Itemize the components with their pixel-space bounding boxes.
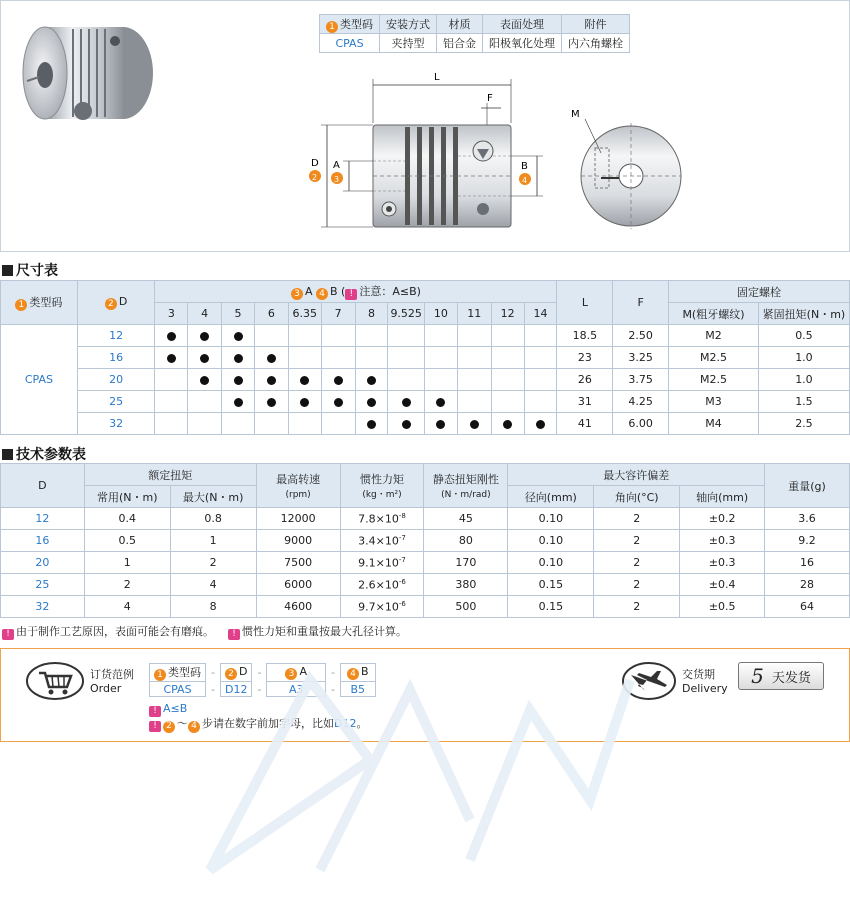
bore-cell: [155, 325, 188, 347]
bore-cell: [491, 347, 524, 369]
dim-D-value: 32: [77, 413, 155, 435]
spec-header-deviation: 最大容许偏差: [508, 464, 765, 486]
available-dot-icon: [436, 420, 445, 429]
bore-cell: [155, 391, 188, 413]
bore-size: 12: [491, 303, 524, 325]
bore-cell: [524, 347, 557, 369]
dim-header-AB: 3 A 4 B ( ! 注意：A≤B): [155, 281, 557, 303]
spec-max-value: 1: [170, 530, 256, 552]
spec-speed-value: 4600: [256, 596, 340, 618]
bore-cell: [491, 413, 524, 435]
available-dot-icon: [200, 332, 209, 341]
bore-cell: [524, 413, 557, 435]
spec-normal-value: 0.5: [84, 530, 170, 552]
note-inertia: 惯性力矩和重量按最大孔径计算。: [242, 625, 407, 638]
dim-M-value: M2: [669, 325, 759, 347]
spec-header-D: D: [1, 464, 85, 508]
dim-L-value: 23: [557, 347, 613, 369]
label-L: L: [434, 72, 440, 83]
bore-cell: [288, 347, 321, 369]
spec-max-value: 0.8: [170, 508, 256, 530]
spec-axial-value: ±0.4: [680, 574, 765, 596]
bore-cell: [355, 413, 388, 435]
order-value-D: D12: [220, 682, 251, 697]
dim-header-torque: 紧固扭矩(N・m): [758, 303, 849, 325]
order-label-cn: 订货范例: [90, 668, 134, 681]
technical-drawing: [301, 63, 701, 251]
available-dot-icon: [367, 376, 376, 385]
warning-icon: !: [345, 289, 357, 300]
table-row: [1, 413, 850, 435]
label-F: F: [487, 93, 493, 104]
type-header-mount: 安装方式: [380, 15, 437, 34]
bore-cell: [321, 391, 355, 413]
bore-cell: [288, 413, 321, 435]
bore-cell: [524, 369, 557, 391]
available-dot-icon: [503, 420, 512, 429]
airplane-icon: [621, 661, 677, 701]
spec-angular-value: 2: [594, 552, 680, 574]
spec-header-inertia: 惯性力矩 (kg・m²): [340, 464, 424, 508]
bore-cell: [457, 369, 491, 391]
available-dot-icon: [367, 420, 376, 429]
order-label-en: Order: [90, 682, 122, 695]
available-dot-icon: [436, 398, 445, 407]
dim-header-type: 1 类型码: [1, 281, 78, 325]
product-overview-panel: [0, 0, 850, 252]
num-A: 3: [334, 175, 340, 184]
available-dot-icon: [200, 354, 209, 363]
spec-weight-value: 64: [765, 596, 850, 618]
spec-header-rated: 额定扭矩: [84, 464, 256, 486]
spec-radial-value: 0.10: [508, 508, 594, 530]
spec-axial-value: ±0.3: [680, 530, 765, 552]
available-dot-icon: [402, 420, 411, 429]
bore-cell: [288, 325, 321, 347]
spec-normal-value: 4: [84, 596, 170, 618]
delivery-label-cn: 交货期: [682, 668, 715, 681]
bore-cell: [222, 369, 255, 391]
spec-inertia-value: $2.6\times 10^{-6}$: [340, 574, 424, 596]
table-row: [1, 508, 850, 530]
bore-cell: [288, 391, 321, 413]
available-dot-icon: [234, 376, 243, 385]
dim-F-value: 3.25: [613, 347, 669, 369]
spec-speed-value: 6000: [256, 574, 340, 596]
spec-header-weight: 重量(g): [765, 464, 850, 508]
bore-cell: [424, 413, 457, 435]
spec-angular-value: 2: [594, 508, 680, 530]
spec-table: [0, 463, 850, 618]
dim-header-L: L: [557, 281, 613, 325]
dim-D-value: 12: [77, 325, 155, 347]
order-note-2: ! 2 ～ 4 步请在数字前加字母，比如D12。: [149, 716, 367, 733]
bore-cell: [524, 391, 557, 413]
table-row: [1, 530, 850, 552]
bore-cell: [188, 413, 222, 435]
table-row: [1, 596, 850, 618]
available-dot-icon: [402, 398, 411, 407]
bore-cell: [355, 325, 388, 347]
spec-stiff-value: 45: [424, 508, 508, 530]
dim-T-value: 1.0: [758, 347, 849, 369]
bore-cell: [457, 413, 491, 435]
order-note-1: ! A≤B: [149, 701, 187, 717]
dim-T-value: 1.5: [758, 391, 849, 413]
spec-speed-value: 7500: [256, 552, 340, 574]
bore-cell: [388, 325, 425, 347]
dim-D-value: 25: [77, 391, 155, 413]
warning-icon: !: [2, 629, 14, 640]
table-row: [1, 325, 850, 347]
spec-angular-value: 2: [594, 574, 680, 596]
bore-cell: [321, 369, 355, 391]
shopping-cart-icon: [25, 661, 85, 701]
spec-stiff-value: 170: [424, 552, 508, 574]
available-dot-icon: [267, 398, 276, 407]
spec-section-title: 技术参数表: [2, 444, 86, 464]
spec-axial-value: ±0.2: [680, 508, 765, 530]
spec-normal-value: 0.4: [84, 508, 170, 530]
bore-size: 7: [321, 303, 355, 325]
dim-header-bolt: 固定螺栓: [669, 281, 850, 303]
bore-size: 6.35: [288, 303, 321, 325]
bore-size: 14: [524, 303, 557, 325]
bore-cell: [222, 413, 255, 435]
label-M: M: [571, 109, 580, 120]
order-value-B: B5: [340, 682, 375, 697]
bore-cell: [424, 369, 457, 391]
bore-cell: [222, 325, 255, 347]
order-header-B: 4 B: [340, 664, 375, 682]
bore-cell: [388, 413, 425, 435]
spec-angular-value: 2: [594, 596, 680, 618]
order-example-table: 1 类型码 - 2 D - 3 A - 4 B CPAS - D12 - A3 - B5: [149, 663, 376, 697]
bore-size: 3: [155, 303, 188, 325]
spec-D-value: 12: [1, 508, 85, 530]
available-dot-icon: [267, 354, 276, 363]
spec-radial-value: 0.15: [508, 596, 594, 618]
dim-F-value: 6.00: [613, 413, 669, 435]
type-value-material: 铝合金: [437, 34, 483, 53]
order-value-A: A3: [267, 682, 326, 697]
available-dot-icon: [536, 420, 545, 429]
dim-type-code: CPAS: [1, 325, 78, 435]
bore-cell: [188, 347, 222, 369]
bore-cell: [424, 347, 457, 369]
warning-icon: !: [149, 706, 161, 717]
available-dot-icon: [234, 354, 243, 363]
bore-cell: [457, 347, 491, 369]
bore-cell: [355, 369, 388, 391]
spec-stiff-value: 380: [424, 574, 508, 596]
spec-radial-value: 0.10: [508, 552, 594, 574]
table-row: [1, 552, 850, 574]
dim-header-M: M(粗牙螺纹): [669, 303, 759, 325]
available-dot-icon: [334, 398, 343, 407]
bore-cell: [491, 325, 524, 347]
bore-cell: [457, 391, 491, 413]
bore-cell: [155, 347, 188, 369]
table-row: [1, 369, 850, 391]
num-B: 4: [522, 176, 528, 185]
bore-cell: [388, 369, 425, 391]
order-value-type: CPAS: [150, 682, 206, 697]
label-B: B: [521, 161, 528, 172]
spec-weight-value: 16: [765, 552, 850, 574]
num-D: 2: [312, 173, 318, 182]
delivery-label-en: Delivery: [682, 682, 728, 695]
available-dot-icon: [300, 376, 309, 385]
dim-M-value: M3: [669, 391, 759, 413]
bore-cell: [388, 391, 425, 413]
type-value-mount: 夹持型: [380, 34, 437, 53]
dim-L-value: 18.5: [557, 325, 613, 347]
bore-cell: [222, 347, 255, 369]
available-dot-icon: [267, 376, 276, 385]
type-value-code: CPAS: [320, 34, 380, 53]
dim-header-D: 2 D: [77, 281, 155, 325]
spec-axial-value: ±0.5: [680, 596, 765, 618]
note-surface: 由于制作工艺原因，表面可能会有磨痕。: [16, 625, 214, 638]
dim-section-title: 尺寸表: [2, 260, 58, 280]
bore-cell: [491, 391, 524, 413]
bore-cell: [254, 413, 288, 435]
bore-cell: [321, 347, 355, 369]
bore-size: 10: [424, 303, 457, 325]
spec-header-angular: 角向(°C): [594, 486, 680, 508]
bore-cell: [254, 347, 288, 369]
delivery-days-badge: 5 天发货: [738, 662, 824, 690]
bore-cell: [254, 391, 288, 413]
bore-cell: [424, 325, 457, 347]
spec-D-value: 32: [1, 596, 85, 618]
bore-cell: [457, 325, 491, 347]
bore-size: 4: [188, 303, 222, 325]
available-dot-icon: [200, 376, 209, 385]
available-dot-icon: [334, 376, 343, 385]
order-header-type: 1 类型码: [150, 664, 206, 682]
spec-speed-value: 9000: [256, 530, 340, 552]
bore-cell: [188, 391, 222, 413]
dim-F-value: 3.75: [613, 369, 669, 391]
bore-size: 6: [254, 303, 288, 325]
dim-L-value: 26: [557, 369, 613, 391]
label-A: A: [333, 160, 340, 171]
warning-icon: !: [228, 629, 240, 640]
spec-header-stiffness: 静态扭矩刚性 (N・m/rad): [424, 464, 508, 508]
bore-size: 9.525: [388, 303, 425, 325]
dim-F-value: 4.25: [613, 391, 669, 413]
available-dot-icon: [234, 332, 243, 341]
dimension-table: [0, 280, 850, 435]
table-row: [1, 574, 850, 596]
notes-line: [2, 623, 407, 640]
spec-stiff-value: 80: [424, 530, 508, 552]
available-dot-icon: [167, 354, 176, 363]
table-row: [1, 347, 850, 369]
bore-size: 11: [457, 303, 491, 325]
spec-header-axial: 轴向(mm): [680, 486, 765, 508]
spec-header-max: 最大(N・m): [170, 486, 256, 508]
bore-cell: [288, 369, 321, 391]
spec-header-speed: 最高转速 (rpm): [256, 464, 340, 508]
type-header-accessory: 附件: [562, 15, 630, 34]
bore-cell: [155, 413, 188, 435]
spec-normal-value: 2: [84, 574, 170, 596]
type-header-code: 1 类型码: [320, 15, 380, 34]
order-header-D: 2 D: [220, 664, 251, 682]
dim-F-value: 2.50: [613, 325, 669, 347]
available-dot-icon: [300, 398, 309, 407]
bore-cell: [254, 369, 288, 391]
dim-T-value: 2.5: [758, 413, 849, 435]
type-value-accessory: 内六角螺栓: [562, 34, 630, 53]
type-header-surface: 表面处理: [483, 15, 562, 34]
bore-cell: [355, 347, 388, 369]
dim-D-value: 20: [77, 369, 155, 391]
spec-D-value: 16: [1, 530, 85, 552]
warning-icon: !: [149, 721, 161, 732]
bore-cell: [491, 369, 524, 391]
bore-cell: [524, 325, 557, 347]
spec-angular-value: 2: [594, 530, 680, 552]
bore-cell: [424, 391, 457, 413]
num-badge-1: 1: [326, 21, 338, 33]
dim-L-value: 41: [557, 413, 613, 435]
bore-cell: [188, 369, 222, 391]
spec-max-value: 4: [170, 574, 256, 596]
spec-D-value: 20: [1, 552, 85, 574]
bore-cell: [188, 325, 222, 347]
bore-cell: [321, 325, 355, 347]
spec-normal-value: 1: [84, 552, 170, 574]
spec-inertia-value: $9.7\times 10^{-6}$: [340, 596, 424, 618]
dim-M-value: M4: [669, 413, 759, 435]
order-panel: [0, 648, 850, 742]
spec-inertia-value: $7.8\times 10^{-8}$: [340, 508, 424, 530]
spec-weight-value: 9.2: [765, 530, 850, 552]
spec-weight-value: 3.6: [765, 508, 850, 530]
available-dot-icon: [470, 420, 479, 429]
dim-D-value: 16: [77, 347, 155, 369]
spec-inertia-value: $3.4\times 10^{-7}$: [340, 530, 424, 552]
dim-T-value: 1.0: [758, 369, 849, 391]
type-header-material: 材质: [437, 15, 483, 34]
bore-cell: [388, 347, 425, 369]
dim-M-value: M2.5: [669, 347, 759, 369]
coupling-photo: [13, 13, 163, 133]
type-table: [319, 14, 630, 53]
spec-radial-value: 0.15: [508, 574, 594, 596]
bore-size: 5: [222, 303, 255, 325]
type-value-surface: 阳极氧化处理: [483, 34, 562, 53]
dim-L-value: 31: [557, 391, 613, 413]
spec-header-radial: 径向(mm): [508, 486, 594, 508]
spec-axial-value: ±0.3: [680, 552, 765, 574]
bore-cell: [355, 391, 388, 413]
spec-max-value: 2: [170, 552, 256, 574]
table-row: [1, 391, 850, 413]
spec-weight-value: 28: [765, 574, 850, 596]
bore-size: 8: [355, 303, 388, 325]
available-dot-icon: [367, 398, 376, 407]
spec-speed-value: 12000: [256, 508, 340, 530]
bore-cell: [254, 325, 288, 347]
available-dot-icon: [167, 332, 176, 341]
spec-radial-value: 0.10: [508, 530, 594, 552]
label-D: D: [311, 158, 319, 169]
bore-cell: [222, 391, 255, 413]
spec-inertia-value: $9.1\times 10^{-7}$: [340, 552, 424, 574]
dim-T-value: 0.5: [758, 325, 849, 347]
spec-stiff-value: 500: [424, 596, 508, 618]
bore-cell: [321, 413, 355, 435]
spec-D-value: 25: [1, 574, 85, 596]
dim-header-F: F: [613, 281, 669, 325]
available-dot-icon: [234, 398, 243, 407]
spec-max-value: 8: [170, 596, 256, 618]
spec-header-normal: 常用(N・m): [84, 486, 170, 508]
bore-cell: [155, 369, 188, 391]
dim-M-value: M2.5: [669, 369, 759, 391]
order-header-A: 3 A: [267, 664, 326, 682]
